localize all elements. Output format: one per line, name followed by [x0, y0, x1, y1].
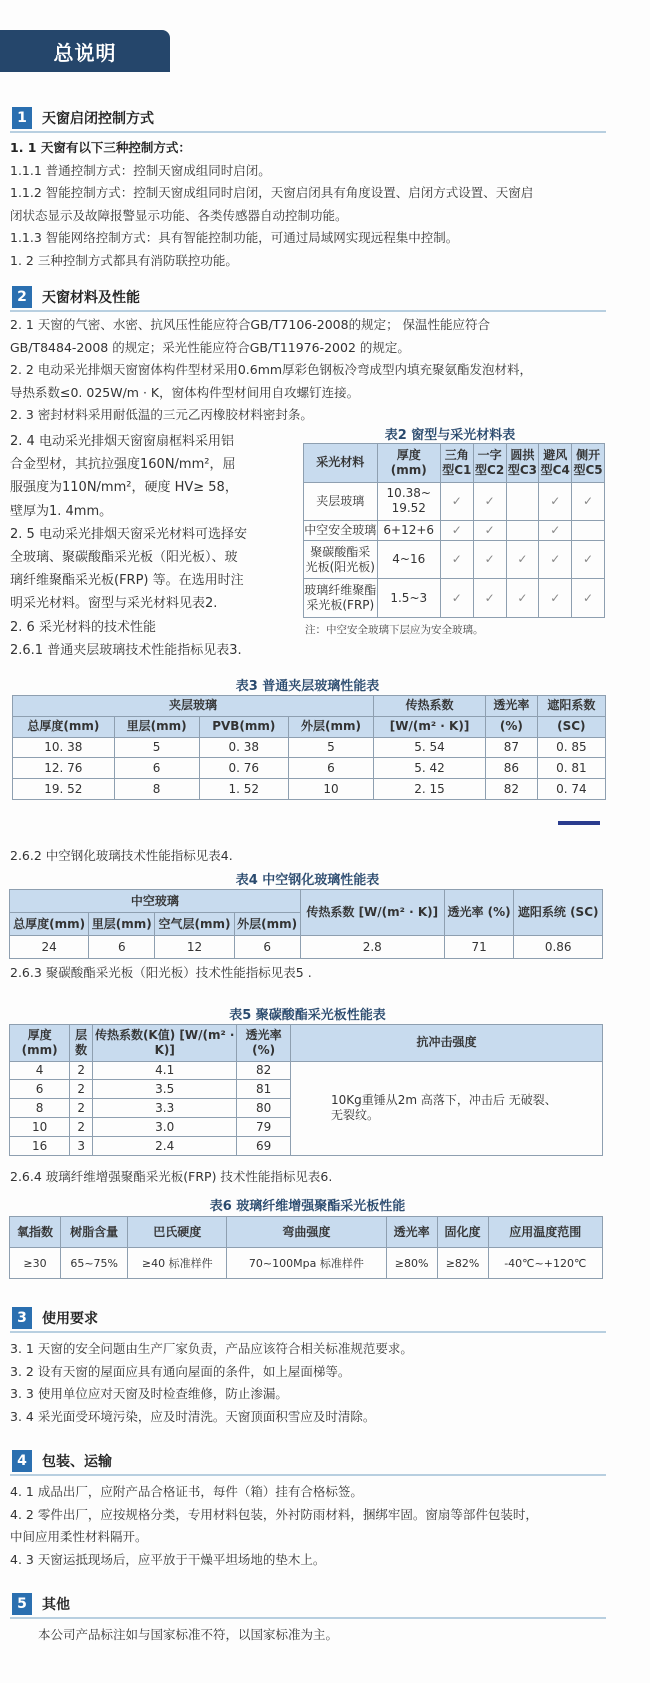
table4 [9, 889, 603, 959]
column-header: 巴氏硬度 [128, 1217, 227, 1248]
table-cell: 0. 74 [537, 779, 605, 800]
column-header: 外层(mm) [234, 913, 300, 936]
table-cell: ≥80% [386, 1248, 437, 1279]
column-header: 弯曲强度 [227, 1217, 387, 1248]
column-header: 传热系数 [W/(m² · K)] [300, 890, 444, 936]
table-cell: 3.0 [93, 1118, 237, 1137]
page-title: 总说明 [0, 30, 170, 72]
column-header: 层数 [70, 1025, 93, 1062]
table-cell: 80 [237, 1099, 291, 1118]
table-cell: 中空安全玻璃 [304, 521, 378, 541]
table-cell: 4~16 [377, 540, 440, 579]
table-row [13, 737, 606, 758]
column-header: 空气层(mm) [155, 913, 234, 936]
table-cell: 5. 42 [373, 758, 485, 779]
text-line: 2. 1 天窗的气密、水密、抗风压性能应符合GB/T7106-2008的规定； 保温性能应符合 [10, 317, 491, 332]
column-header: 透光率 [386, 1217, 437, 1248]
text-line: 闭状态显示及故障报警显示功能、各类传感器自动控制功能。 [10, 207, 348, 223]
column-header: 外层(mm) [289, 716, 374, 737]
text-line: 3. 3 使用单位应对天窗及时检查维修，防止渗漏。 [10, 1386, 288, 1401]
table-row [304, 521, 605, 541]
text-line: 壁厚为1. 4mm。 [10, 503, 113, 519]
table2-note: 注：中空安全玻璃下层应为安全玻璃。 [305, 624, 484, 636]
section-2-heading [10, 286, 606, 312]
table-cell [572, 521, 605, 541]
table-cell: ≥40 标准样件 [128, 1248, 227, 1279]
table-cell: 3 [70, 1137, 93, 1156]
table-cell: ✓ [440, 579, 473, 618]
table-cell: 5 [114, 737, 199, 758]
column-header: 遮阳系数 [537, 696, 605, 717]
column-header: 氧指数 [10, 1217, 61, 1248]
text-line: 2.6.1 普通夹层玻璃技术性能指标见表3. [10, 642, 242, 658]
text-line: 1.1.3 智能网络控制方式：具有智能控制功能，可通过局域网实现远程集中控制。 [10, 230, 459, 245]
column-header: 透光率 (%) [444, 890, 514, 936]
header-row [304, 444, 605, 483]
table2 [303, 443, 605, 618]
text-line: 3. 1 天窗的安全问题由生产厂家负责，产品应该符合相关标准规范要求。 [10, 1341, 413, 1356]
header-row [10, 1025, 603, 1062]
table-cell: 2.4 [93, 1137, 237, 1156]
column-header: (%) [486, 716, 538, 737]
table-cell: ✓ [572, 579, 605, 618]
section-5-heading [10, 1593, 606, 1619]
text-line: GB/T8484-2008 的规定；采光性能应符合GB/T11976-2002 的规定。 [10, 339, 410, 355]
text-line: 2. 2 电动采光排烟天窗窗体构件型材采用0.6mm厚彩色钢板冷弯成型内填充聚氨酯发泡材料， [10, 362, 533, 377]
table6 [9, 1216, 603, 1279]
text-line: 1.1.1 普通控制方式：控制天窗成组同时启闭。 [10, 162, 271, 178]
table-cell: 12 [155, 936, 234, 959]
table-cell: ✓ [473, 521, 506, 541]
table-cell: 71 [444, 936, 514, 959]
table-cell: 82 [237, 1061, 291, 1080]
para-2-6-3 [10, 962, 610, 985]
table-cell: 4.1 [93, 1061, 237, 1080]
table-cell: 10.38~ 19.52 [377, 482, 440, 521]
table-cell: 2 [70, 1061, 93, 1080]
section-5-body [38, 1624, 638, 1647]
column-header: 厚度 (mm) [377, 444, 440, 483]
section-3-body [10, 1338, 610, 1428]
table-cell [506, 482, 539, 521]
section-title: 天窗材料及性能 [42, 290, 140, 306]
section-number: 4 [12, 1450, 32, 1472]
table-cell: 3.5 [93, 1080, 237, 1099]
text-line: 合金型材，其抗拉强度160N/mm²，屈 [10, 457, 236, 473]
column-header: 厚度 (mm) [10, 1025, 70, 1062]
text-line: 全玻璃、聚碳酸酯采光板（阳光板）、玻 [10, 550, 238, 566]
table-cell: ✓ [539, 540, 572, 579]
header-row [13, 696, 606, 717]
table-cell: 2.8 [300, 936, 444, 959]
table-cell: 0. 38 [199, 737, 288, 758]
table-row [304, 579, 605, 618]
table-cell: 聚碳酸酯采 光板(阳光板) [304, 540, 378, 579]
column-header: (SC) [537, 716, 605, 737]
section-4-heading [10, 1450, 606, 1476]
table-cell: 6 [114, 758, 199, 779]
text-line: 3. 2 设有天窗的屋面应具有通向屋面的条件，如上屋面梯等。 [10, 1363, 351, 1379]
text-line: 1. 2 三种控制方式都具有消防联控功能。 [10, 252, 238, 268]
table5-caption: 表5 聚碳酸酯采光板性能表 [229, 1008, 386, 1023]
column-header: 一字 型C2 [473, 444, 506, 483]
column-header: 圆拱 型C3 [506, 444, 539, 483]
table-cell: 86 [486, 758, 538, 779]
text-line: 2. 6 采光材料的技术性能 [10, 619, 156, 635]
table-cell: 6 [234, 936, 300, 959]
table-cell: 8 [114, 779, 199, 800]
text-line: 2.6.3 聚碳酸酯采光板（阳光板）技术性能指标见表5 . [10, 965, 312, 980]
table-cell: 19. 52 [13, 779, 115, 800]
table-cell: 0. 81 [537, 758, 605, 779]
text-line: 2.6.2 中空钢化玻璃技术性能指标见表4. [10, 848, 233, 863]
text-line: 服强度为110N/mm²，硬度 HV≥ 58， [10, 480, 238, 496]
table-cell: 1.5~3 [377, 579, 440, 618]
section-2-body-cont [10, 430, 300, 662]
table-cell: 5 [289, 737, 374, 758]
text-line: 明采光材料。窗型与采光材料见表2. [10, 596, 218, 612]
column-header: 里层(mm) [89, 913, 155, 936]
section-3-heading [10, 1307, 606, 1333]
impact-strength-cell: 10Kg重锤从2m 高落下，冲击后 无破裂、无裂纹。 [291, 1061, 603, 1155]
column-header: 抗冲击强度 [291, 1025, 603, 1062]
table2-caption: 表2 窗型与采光材料表 [384, 428, 516, 443]
table-cell: 6+12+6 [377, 521, 440, 541]
text-line: 璃纤维聚酯采光板(FRP) 等。在选用时注 [10, 573, 244, 589]
table-cell: 0. 85 [537, 737, 605, 758]
table-cell: ✓ [572, 482, 605, 521]
column-header: PVB(mm) [199, 716, 288, 737]
table-cell: 81 [237, 1080, 291, 1099]
table-cell: 65~75% [60, 1248, 127, 1279]
column-header: 遮阳系统 (SC) [514, 890, 603, 936]
table-cell: 0.86 [514, 936, 603, 959]
para-2-6-2 [10, 845, 610, 868]
section-1-body [10, 137, 610, 272]
table-row [10, 1248, 603, 1279]
table4-caption: 表4 中空钢化玻璃性能表 [235, 873, 380, 888]
table-cell: 12. 76 [13, 758, 115, 779]
column-header: 总厚度(mm) [13, 716, 115, 737]
text-line: 中间应用柔性材料隔开。 [10, 1529, 148, 1544]
column-header: [W/(m² · K)] [373, 716, 485, 737]
table-row [13, 758, 606, 779]
text-line: 1.1.2 智能控制方式：控制天窗成组同时启闭，天窗启闭具有角度设置、启闭方式设置、天窗启 [10, 185, 534, 200]
table-row [13, 779, 606, 800]
table-cell: 2 [70, 1099, 93, 1118]
table-cell: -40℃~+120℃ [488, 1248, 602, 1279]
table-cell: ✓ [440, 521, 473, 541]
column-header: 总厚度(mm) [10, 913, 89, 936]
table3-caption: 表3 普通夹层玻璃性能表 [235, 679, 380, 694]
table3 [12, 695, 606, 800]
table-cell: ✓ [572, 540, 605, 579]
column-header: 避风 型C4 [539, 444, 572, 483]
column-header: 固化度 [437, 1217, 488, 1248]
table-cell: ✓ [506, 540, 539, 579]
table-cell: 1. 52 [199, 779, 288, 800]
table-cell: ✓ [539, 482, 572, 521]
table-cell: 10 [10, 1118, 70, 1137]
text-line: 1. 1 天窗有以下三种控制方式： [10, 140, 191, 155]
section-4-body [10, 1481, 610, 1571]
table-row [10, 936, 603, 959]
table6-caption: 表6 玻璃纤维增强聚酯采光板性能 [209, 1199, 406, 1214]
table5 [9, 1024, 603, 1156]
table-cell: 6 [289, 758, 374, 779]
text-line: 4. 1 成品出厂，应附产品合格证书，每件（箱）挂有合格标签。 [10, 1484, 363, 1499]
table-cell: 10. 38 [13, 737, 115, 758]
column-header: 里层(mm) [114, 716, 199, 737]
table-cell: ≥30 [10, 1248, 61, 1279]
table-cell: 4 [10, 1061, 70, 1080]
column-header: 应用温度范围 [488, 1217, 602, 1248]
section-number: 1 [12, 107, 32, 129]
text-line: 2.6.4 玻璃纤维增强聚酯采光板(FRP) 技术性能指标见表6. [10, 1169, 333, 1184]
table-cell: 2 [70, 1080, 93, 1099]
table-cell: ✓ [440, 540, 473, 579]
group-header: 夹层玻璃 [13, 696, 374, 717]
table-cell: 82 [486, 779, 538, 800]
table-cell: ✓ [473, 482, 506, 521]
table-cell: 69 [237, 1137, 291, 1156]
table-cell: ✓ [473, 579, 506, 618]
table-cell: ✓ [539, 521, 572, 541]
section-number: 5 [12, 1593, 32, 1615]
table-cell: 玻璃纤维聚酯 采光板(FRP) [304, 579, 378, 618]
table-cell: 5. 54 [373, 737, 485, 758]
text-line: 3. 4 采光面受环境污染，应及时清洗。天窗顶面积雪应及时清除。 [10, 1408, 376, 1424]
section-title: 天窗启闭控制方式 [42, 111, 154, 127]
table-cell [506, 521, 539, 541]
table-cell: 16 [10, 1137, 70, 1156]
text-line: 2. 3 密封材料采用耐低温的三元乙丙橡胶材料密封条。 [10, 407, 313, 422]
column-header: 采光材料 [304, 444, 378, 483]
table-row [304, 540, 605, 579]
para-2-6-4 [10, 1166, 610, 1189]
table-cell: 10 [289, 779, 374, 800]
section-1-heading [10, 107, 606, 133]
section-title: 包装、运输 [42, 1454, 112, 1470]
column-header: 透光率 [486, 696, 538, 717]
column-header: 三角 型C1 [440, 444, 473, 483]
table-cell: ✓ [473, 540, 506, 579]
table-cell: 70~100Mpa 标准样件 [227, 1248, 387, 1279]
section-number: 2 [12, 286, 32, 308]
column-header: 透光率(%) [237, 1025, 291, 1062]
table-cell: 夹层玻璃 [304, 482, 378, 521]
table-cell: 24 [10, 936, 89, 959]
section-number: 3 [12, 1307, 32, 1329]
table-cell: ✓ [539, 579, 572, 618]
table-cell: 8 [10, 1099, 70, 1118]
table-cell: 87 [486, 737, 538, 758]
header-row [10, 890, 603, 913]
column-header: 传热系数(K值) [W/(m² · K)] [93, 1025, 237, 1062]
table-cell: 6 [89, 936, 155, 959]
table-cell: 0. 76 [199, 758, 288, 779]
section-title: 其他 [42, 1597, 70, 1613]
group-header: 中空玻璃 [10, 890, 301, 913]
text-line: 本公司产品标注如与国家标准不符，以国家标准为主。 [38, 1627, 339, 1642]
table-cell: ✓ [506, 579, 539, 618]
table-cell: 2 [70, 1118, 93, 1137]
text-line: 2. 5 电动采光排烟天窗采光材料可选择安 [10, 526, 247, 542]
header-row [10, 1217, 603, 1248]
section-title: 使用要求 [42, 1311, 98, 1327]
text-line: 4. 2 零件出厂，应按规格分类，专用材料包装，外衬防雨材料，捆绑牢固。窗扇等部件包装时， [10, 1506, 538, 1522]
table-row [10, 1061, 603, 1080]
column-header: 树脂含量 [60, 1217, 127, 1248]
table-cell: 2. 15 [373, 779, 485, 800]
section-2-body [10, 314, 610, 427]
table-cell: 79 [237, 1118, 291, 1137]
text-line: 2. 4 电动采光排烟天窗窗扇框料采用铝 [10, 434, 234, 449]
divider-bar [558, 821, 600, 825]
column-header: 传热系数 [373, 696, 485, 717]
table-cell: 3.3 [93, 1099, 237, 1118]
table-cell: ≥82% [437, 1248, 488, 1279]
text-line: 导热系数≤0. 025W/m · K，窗体构件型材间用自攻螺钉连接。 [10, 384, 360, 400]
text-line: 4. 3 天窗运抵现场后，应平放于干燥平坦场地的垫木上。 [10, 1551, 326, 1567]
column-header: 侧开 型C5 [572, 444, 605, 483]
table-cell: ✓ [440, 482, 473, 521]
table-cell: 6 [10, 1080, 70, 1099]
header-row [13, 716, 606, 737]
table-row [304, 482, 605, 521]
